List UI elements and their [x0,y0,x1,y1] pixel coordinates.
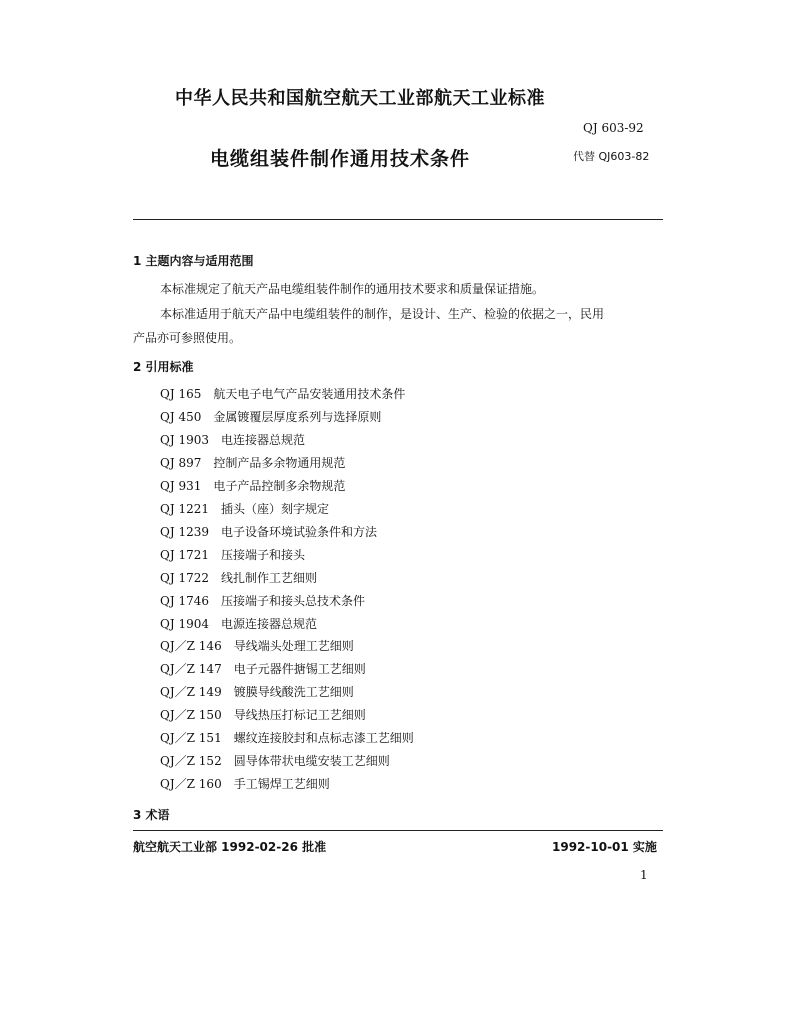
reference-item [160,477,345,494]
reference-title: 电连接器总规范 [221,432,306,447]
section-1-paragraph-2-line-1: 本标准适用于航天产品中电缆组装件的制作，是设计、生产、检验的依据之一，民用 [160,307,605,321]
reference-number: QJ／Z 147 [160,662,222,677]
section-1-paragraph-1: 本标准规定了航天产品电缆组装件制作的通用技术要求和质量保证措施。 [160,282,545,296]
reference-title: 电子设备环境试验条件和方法 [221,524,378,539]
reference-item [160,752,390,769]
standard-code: QJ 603-92 [583,121,644,135]
reference-title: 电子元器件搪锡工艺细则 [233,662,366,677]
reference-title: 金属镀覆层厚度系列与选择原则 [213,409,382,424]
reference-item [160,615,317,632]
reference-item [160,569,317,586]
reference-item [160,385,405,402]
reference-number: QJ／Z 160 [160,777,222,792]
reference-title: 插头（座）刻字规定 [221,501,330,516]
reference-title: 手工锡焊工艺细则 [233,777,330,792]
reference-title: 控制产品多余物通用规范 [213,455,346,470]
reference-number: QJ 165 [160,387,202,401]
reference-number: QJ／Z 146 [160,639,222,654]
reference-title: 导线热压打标记工艺细则 [233,708,366,723]
reference-item [160,500,329,517]
document-title: 电缆组装件制作通用技术条件 [210,148,471,170]
reference-number: QJ 1722 [160,570,210,585]
reference-number: QJ 1903 [160,432,210,447]
reference-item [160,637,354,654]
reference-item [160,431,305,448]
approval-line: 航空航天工业部 1992-02-26 批准 [133,840,327,854]
reference-item [160,523,377,540]
reference-title: 线扎制作工艺细则 [221,570,318,585]
effective-date-line: 1992-10-01 实施 [552,840,657,854]
reference-number: QJ 450 [160,409,202,424]
reference-number: QJ 931 [160,478,202,493]
reference-item [160,660,366,677]
replaces-note: 代替 QJ603-82 [573,150,650,163]
reference-item [160,592,365,609]
reference-title: 圆导体带状电缆安装工艺细则 [233,754,390,769]
reference-number: QJ 1746 [160,593,210,608]
reference-title: 压接端子和接头总技术条件 [221,593,366,608]
issuing-organization: 中华人民共和国航空航天工业部航天工业标准 [175,88,545,109]
reference-number: QJ 1904 [160,616,210,631]
reference-number: QJ 1221 [160,501,210,516]
reference-number: QJ／Z 150 [160,708,222,723]
section-1-heading: 1 主题内容与适用范围 [133,254,254,268]
reference-title: 电源连接器总规范 [221,616,318,631]
reference-title: 螺纹连接胶封和点标志漆工艺细则 [233,731,414,746]
reference-number: QJ 1721 [160,547,210,562]
reference-number: QJ 1239 [160,524,210,539]
reference-title: 压接端子和接头 [221,547,306,562]
reference-number: QJ／Z 151 [160,731,222,746]
section-2-heading: 2 引用标准 [133,360,194,374]
section-1-paragraph-2-line-2: 产品亦可参照使用。 [133,331,242,345]
reference-title: 电子产品控制多余物规范 [213,478,346,493]
reference-item [160,775,330,792]
reference-title: 航天电子电气产品安装通用技术条件 [213,387,406,401]
reference-item [160,729,414,746]
reference-number: QJ／Z 149 [160,685,222,700]
reference-number: QJ 897 [160,455,202,470]
reference-item [160,454,345,471]
reference-item [160,408,381,425]
footer-divider [133,830,663,831]
reference-number: QJ／Z 152 [160,754,222,769]
reference-title: 镀膜导线酸洗工艺细则 [233,685,354,700]
header-divider [133,219,663,220]
reference-item [160,546,305,563]
page-number: 1 [640,868,648,882]
reference-item [160,683,354,700]
section-3-heading: 3 术语 [133,808,170,822]
reference-title: 导线端头处理工艺细则 [233,639,354,654]
reference-item [160,706,366,723]
